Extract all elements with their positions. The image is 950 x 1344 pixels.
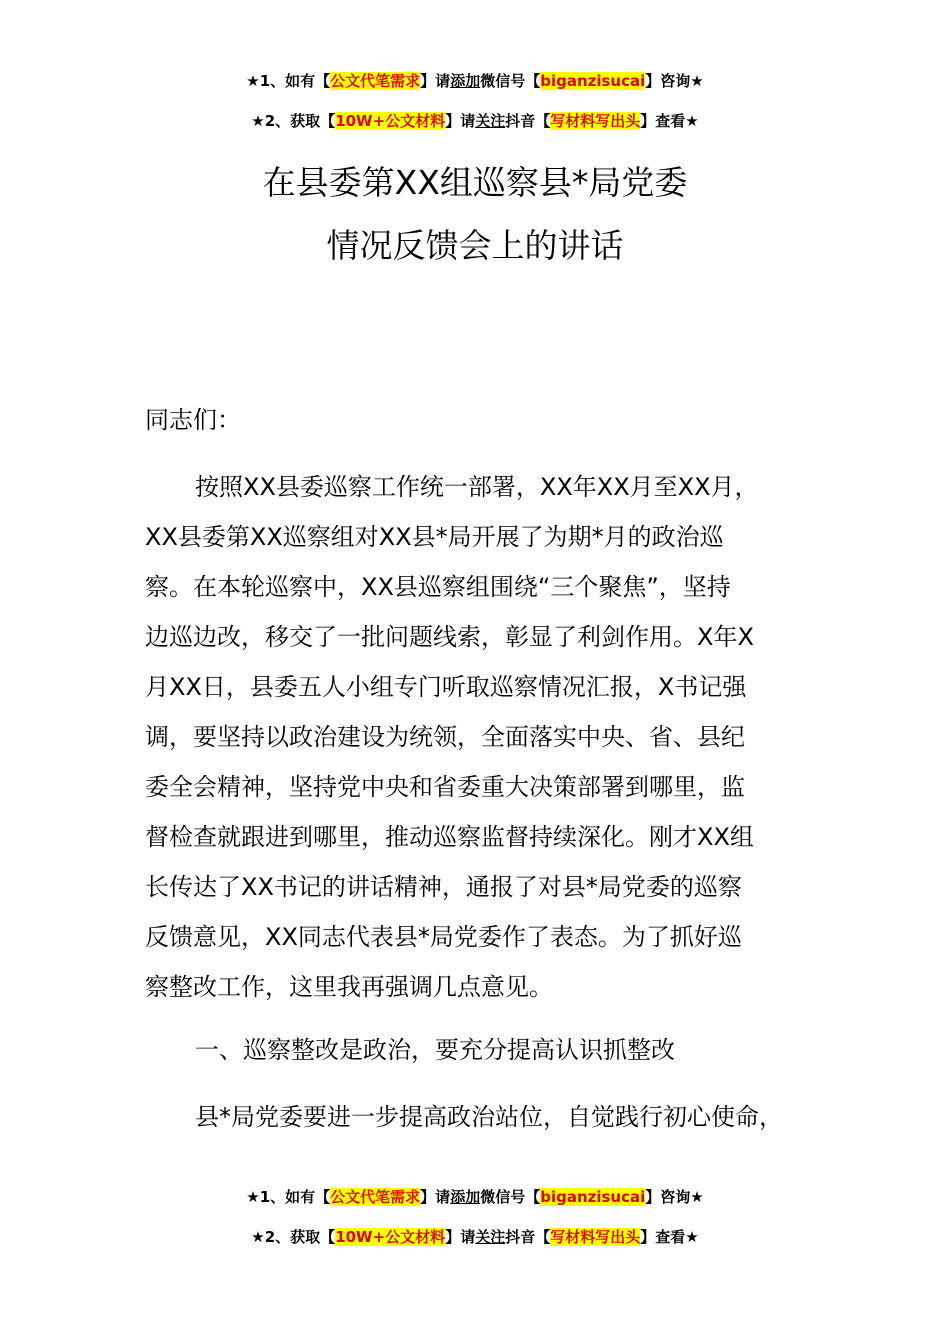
banner-highlight: 写材料写出头 [550,1228,641,1246]
paragraph-line: 督检查就跟进到哪里，推动巡察监督持续深化。刚才XX组 [145,823,754,851]
banner-text: 】请 [445,1228,476,1246]
paragraph-2-line: 县*局党委要进一步提高政治站位，自觉践行初心使命， [195,1103,783,1131]
promo-banner-bottom-line2 [0,1226,950,1248]
banner-highlight: 公文代笔需求 [330,1188,421,1206]
paragraph-line: 调，要坚持以政治建设为统领，全面落实中央、省、县纪 [145,723,745,751]
banner-underlined: 关注 [475,1228,506,1246]
paragraph-line: 察。在本轮巡察中，XX县巡察组围绕“三个聚焦”，坚持 [145,573,731,601]
paragraph-line: 边巡边改，移交了一批问题线索，彰显了利剑作用。X年X [145,623,754,651]
paragraph-line: XX县委第XX巡察组对XX县*局开展了为期*月的政治巡 [145,523,724,551]
banner-highlight: 公文代笔需求 [330,72,421,90]
banner-text: 】请 [420,72,451,90]
banner-highlight: 10W+公文材料 [335,112,446,130]
section-heading-1: 一、巡察整改是政治，要充分提高认识抓整改 [195,1036,675,1064]
banner-text: 】咨询★ [645,72,704,90]
promo-banner-top-line2 [0,110,950,132]
banner-highlight: 写材料写出头 [550,112,641,130]
banner-text: ★2、获取【 [251,112,336,130]
banner-text: 抖音【 [505,112,551,130]
banner-text: 】查看★ [640,1228,699,1246]
banner-underlined: 添加 [450,72,481,90]
promo-banner-bottom-line1 [0,1186,950,1208]
paragraph-line: 委全会精神，坚持党中央和省委重大决策部署到哪里，监 [145,773,745,801]
paragraph-line: 月XX日，县委五人小组专门听取巡察情况汇报，X书记强 [145,673,747,701]
salutation: 同志们： [145,406,241,434]
banner-text: 微信号【 [480,1188,541,1206]
banner-underlined: 关注 [475,112,506,130]
promo-banner-top-line1 [0,70,950,92]
banner-text: 】查看★ [640,112,699,130]
paragraph-line: 察整改工作，这里我再强调几点意见。 [145,973,553,1001]
paragraph-line: 反馈意见，XX同志代表县*局党委作了表态。为了抓好巡 [145,923,742,951]
banner-text: 微信号【 [480,72,541,90]
banner-highlight: biganzisucai [540,1188,646,1206]
banner-text: 】请 [445,112,476,130]
paragraph-line: 按照XX县委巡察工作统一部署，XX年XX月至XX月， [195,473,759,501]
banner-text: ★2、获取【 [251,1228,336,1246]
banner-text: 抖音【 [505,1228,551,1246]
banner-highlight: biganzisucai [540,72,646,90]
banner-text: 】请 [420,1188,451,1206]
banner-highlight: 10W+公文材料 [335,1228,446,1246]
banner-text: 】咨询★ [645,1188,704,1206]
banner-text: ★1、如有【 [246,72,331,90]
banner-underlined: 添加 [450,1188,481,1206]
document-title-line1: 在县委第XX组巡察县*局党委 [262,163,688,202]
paragraph-line: 长传达了XX书记的讲话精神，通报了对县*局党委的巡察 [145,873,742,901]
document-title-line2: 情况反馈会上的讲话 [326,226,624,265]
banner-text: ★1、如有【 [246,1188,331,1206]
